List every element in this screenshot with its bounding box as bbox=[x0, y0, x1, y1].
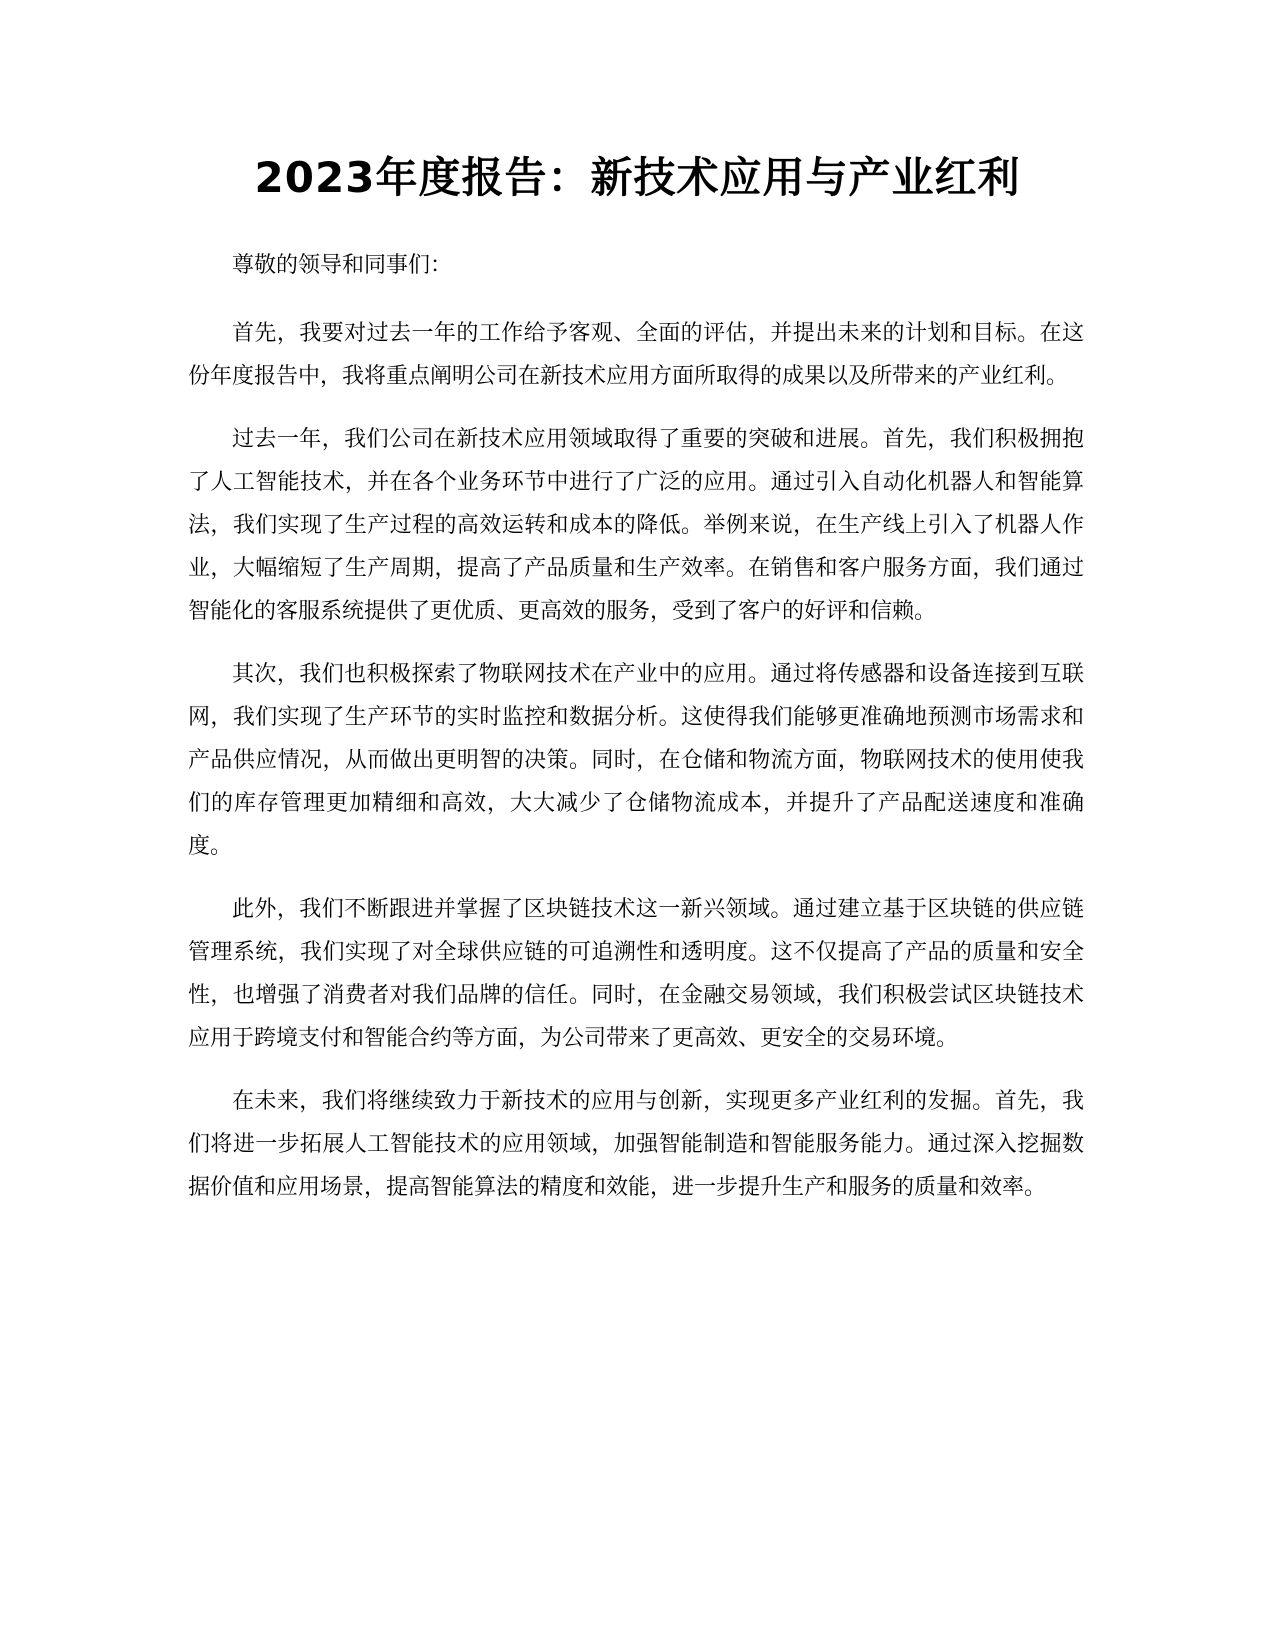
paragraph-blockchain: 此外，我们不断跟进并掌握了区块链技术这一新兴领域。通过建立基于区块链的供应链管理系统，我们实现了对全球供应链的可追溯性和透明度。这不仅提高了产品的质量和安全性，也增强了消费者对我们品牌的信任。同时，在金融交易领域，我们积极尝试区块链技术应用于跨境支付和智能合约等方面，为公司带来了更高效、更安全的交易环境。 bbox=[188, 897, 1084, 1051]
paragraph-future: 在未来，我们将继续致力于新技术的应用与创新，实现更多产业红利的发掘。首先，我们将进一步拓展人工智能技术的应用领域，加强智能制造和智能服务能力。通过深入挖掘数据价值和应用场景，提高智能算法的精度和效能，进一步提升生产和服务的质量和效率。 bbox=[188, 1089, 1084, 1200]
document-body bbox=[188, 244, 1084, 1229]
salutation: 尊敬的领导和同事们： bbox=[232, 253, 453, 278]
paragraph-ai: 过去一年，我们公司在新技术应用领域取得了重要的突破和进展。首先，我们积极拥抱了人工智能技术，并在各个业务环节中进行了广泛的应用。通过引入自动化机器人和智能算法，我们实现了生产过程的高效运转和成本的降低。举例来说，在生产线上引入了机器人作业，大幅缩短了生产周期，提高了产品质量和生产效率。在销售和客户服务方面，我们通过智能化的客服系统提供了更优质、更高效的服务，受到了客户的好评和信赖。 bbox=[188, 427, 1084, 624]
document-title: 2023年度报告：新技术应用与产业红利 bbox=[254, 153, 1021, 202]
paragraph-iot: 其次，我们也积极探索了物联网技术在产业中的应用。通过将传感器和设备连接到互联网，我们实现了生产环节的实时监控和数据分析。这使得我们能够更准确地预测市场需求和产品供应情况，从而做出更明智的决策。同时，在仓储和物流方面，物联网技术的使用使我们的库存管理更加精细和高效，大大减少了仓储物流成本，并提升了产品配送速度和准确度。 bbox=[188, 662, 1084, 859]
paragraph-intro: 首先，我要对过去一年的工作给予客观、全面的评估，并提出未来的计划和目标。在这份年度报告中，我将重点阐明公司在新技术应用方面所取得的成果以及所带来的产业红利。 bbox=[188, 321, 1084, 389]
